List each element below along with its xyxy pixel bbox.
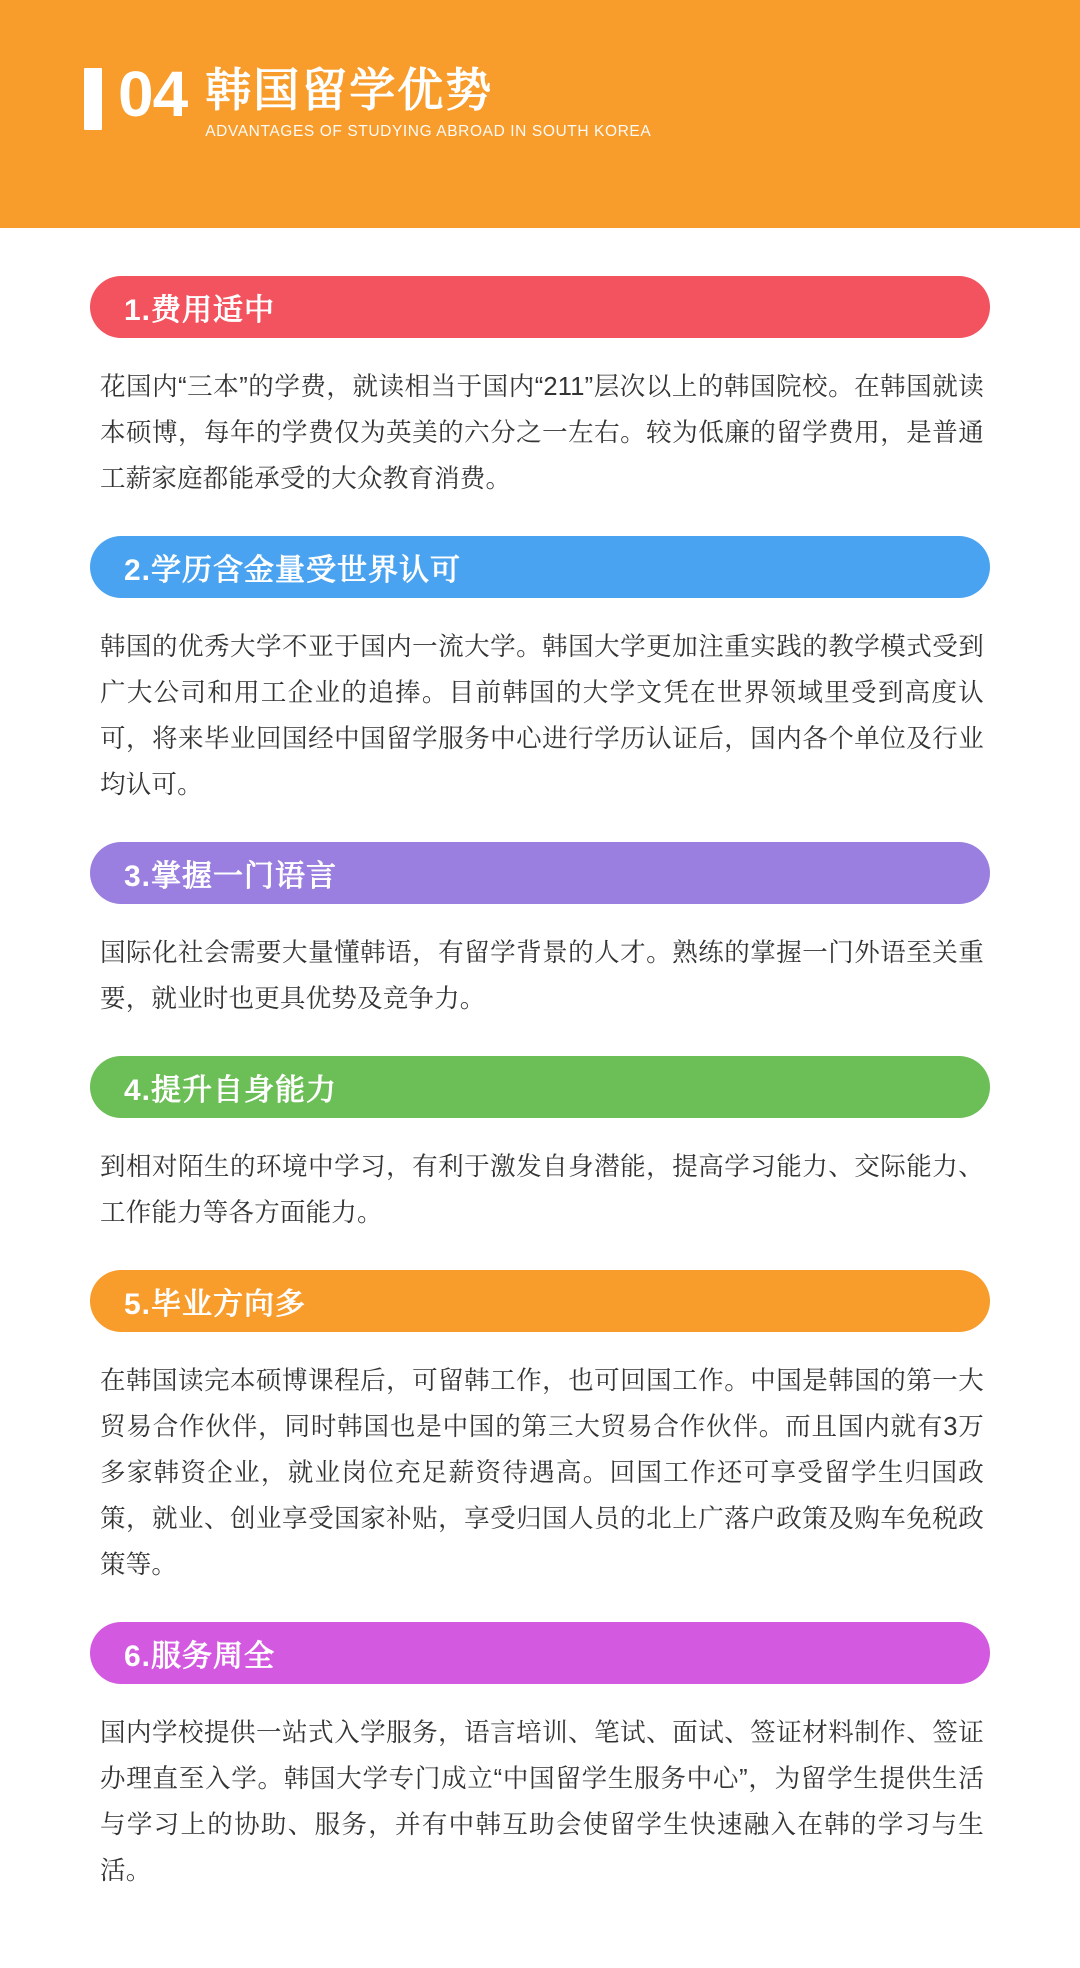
section-1 bbox=[90, 276, 990, 502]
section-4-body: 到相对陌生的环境中学习，有利于激发自身潜能，提高学习能力、交际能力、工作能力等各方面能力。 bbox=[100, 1153, 984, 1227]
header-title-group bbox=[205, 62, 651, 142]
section-5-body: 在韩国读完本硕博课程后，可留韩工作，也可回国工作。中国是韩国的第一大贸易合作伙伴，同时韩国也是中国的第三大贸易合作伙伴。而且国内就有3万多家韩资企业，就业岗位充足薪资待遇高。回国工作还可享受留学生归国政策，就业、创业享受国家补贴，享受归国人员的北上广落户政策及购车免税政策等。 bbox=[100, 1367, 984, 1579]
section-3-body: 国际化社会需要大量懂韩语，有留学背景的人才。熟练的掌握一门外语至关重要，就业时也更具优势及竞争力。 bbox=[100, 939, 984, 1013]
section-4-heading-bar bbox=[90, 1056, 990, 1118]
page-header-banner bbox=[0, 0, 1080, 228]
section-6-heading-bar bbox=[90, 1622, 990, 1684]
section-6-body: 国内学校提供一站式入学服务，语言培训、笔试、面试、签证材料制作、签证办理直至入学。韩国大学专门成立“中国留学生服务中心”，为留学生提供生活与学习上的协助、服务，并有中韩互助会使留学生快速融入在韩的学习与生活。 bbox=[100, 1719, 984, 1885]
section-2-body: 韩国的优秀大学不亚于国内一流大学。韩国大学更加注重实践的教学模式受到广大公司和用工企业的追捧。目前韩国的大学文凭在世界领域里受到高度认可，将来毕业回国经中国留学服务中心进行学历认证后，国内各个单位及行业均认可。 bbox=[100, 633, 984, 799]
section-6-heading-text: 6.服务周全 bbox=[124, 1640, 276, 1673]
section-4 bbox=[90, 1056, 990, 1236]
header-title-english: ADVANTAGES OF STUDYING ABROAD IN SOUTH KOREA bbox=[205, 123, 652, 140]
section-2 bbox=[90, 536, 990, 808]
section-1-body: 花国内“三本”的学费，就读相当于国内“211”层次以上的韩国院校。在韩国就读本硕博，每年的学费仅为英美的六分之一左右。较为低廉的留学费用，是普通工薪家庭都能承受的大众教育消费。 bbox=[100, 373, 984, 493]
section-3 bbox=[90, 842, 990, 1022]
section-1-heading-bar bbox=[90, 276, 990, 338]
header-section-number: 04 bbox=[118, 58, 188, 130]
header-content bbox=[84, 58, 652, 142]
section-5-heading-bar bbox=[90, 1270, 990, 1332]
section-6 bbox=[90, 1622, 990, 1894]
section-1-heading-text: 1.费用适中 bbox=[124, 294, 276, 327]
section-2-heading-text: 2.学历含金量受世界认可 bbox=[124, 554, 462, 587]
sections-container bbox=[0, 228, 1080, 1894]
header-accent-bar bbox=[84, 68, 102, 130]
section-3-heading-bar bbox=[90, 842, 990, 904]
section-4-heading-text: 4.提升自身能力 bbox=[124, 1074, 338, 1107]
section-5 bbox=[90, 1270, 990, 1588]
section-3-heading-text: 3.掌握一门语言 bbox=[124, 860, 338, 893]
section-5-heading-text: 5.毕业方向多 bbox=[124, 1288, 307, 1321]
header-title-chinese: 韩国留学优势 bbox=[205, 64, 494, 116]
section-2-heading-bar bbox=[90, 536, 990, 598]
